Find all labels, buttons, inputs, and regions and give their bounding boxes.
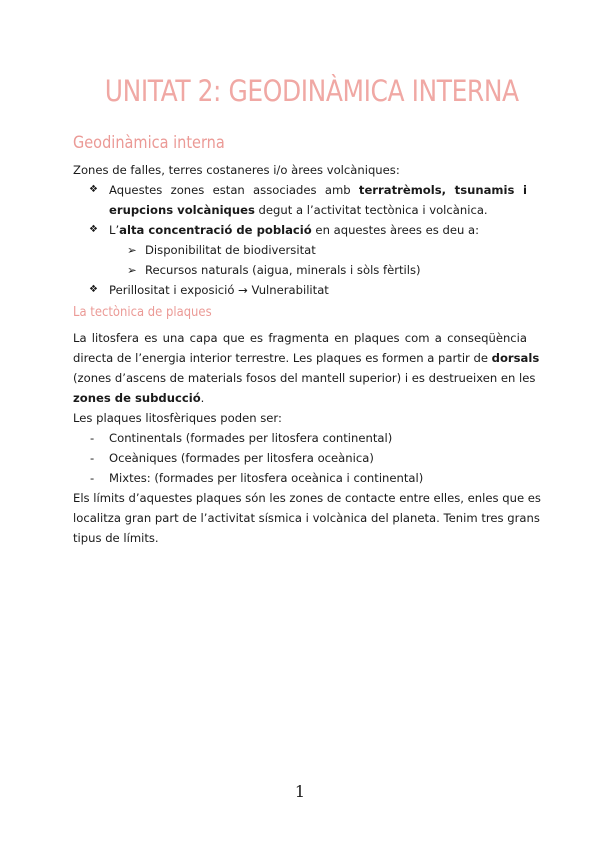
dash-bullet: -	[90, 471, 95, 485]
bullet1-line2: erupcions volcàniques degut a l’activitat tectònica i volcànica.	[109, 203, 488, 217]
bullet2-text: L’alta concentració de població en aquestes àrees es deu a:	[109, 223, 479, 237]
sub-bullet-biodiversitat: Disponibilitat de biodiversitat	[145, 243, 316, 257]
dash-bullet: -	[90, 451, 95, 465]
arrow-bullet-icon: ➢	[127, 243, 137, 257]
diamond-bullet-icon: ❖	[89, 284, 98, 295]
page-number: 1	[294, 782, 306, 801]
plate-type-oceanic: Oceàniques (formades per litosfera oceànica)	[109, 451, 374, 465]
paragraph2-line1: Els límits d’aquestes plaques són les zones de contacte entre elles, enles que es	[73, 491, 541, 505]
paragraph2-line2: localitza gran part de l’activitat sísmica i volcànica del planeta. Tenim tres grans	[73, 511, 540, 525]
section-heading-tectonica: La tectònica de plaques	[73, 304, 212, 320]
section1-intro: Zones de falles, terres costaneres i/o àrees volcàniques:	[73, 163, 400, 177]
bullet3-text: Perillositat i exposició → Vulnerabilitat	[109, 283, 329, 297]
plate-type-mixed: Mixtes: (formades per litosfera oceànica i continental)	[109, 471, 424, 485]
section-heading-geodinamica: Geodinàmica interna	[73, 133, 225, 152]
diamond-bullet-icon: ❖	[89, 224, 98, 235]
sub-bullet-recursos: Recursos naturals (aigua, minerals i sòls fèrtils)	[145, 263, 421, 277]
arrow-bullet-icon: ➢	[127, 263, 137, 277]
document-title: UNITAT 2: GEODINÀMICA INTERNA	[104, 74, 519, 108]
plate-types-intro: Les plaques litosfèriques poden ser:	[73, 411, 282, 425]
dash-bullet: -	[90, 431, 95, 445]
diamond-bullet-icon: ❖	[89, 184, 98, 195]
paragraph1-line2: directa de l’energia interior terrestre. Les plaques es formen a partir de dorsals	[73, 351, 540, 365]
paragraph1-line3: (zones d’ascens de materials fosos del mantell superior) i es destrueixen en les	[73, 371, 536, 385]
paragraph1-line1: La litosfera es una capa que es fragmenta en plaques com a conseqüència	[73, 331, 527, 345]
paragraph2-line3: tipus de límits.	[73, 531, 159, 545]
bullet1-line1: Aquestes zones estan associades amb terratrèmols, tsunamis i	[109, 183, 527, 197]
paragraph1-line4: zones de subducció.	[73, 391, 205, 405]
plate-type-continental: Continentals (formades per litosfera continental)	[109, 431, 393, 445]
